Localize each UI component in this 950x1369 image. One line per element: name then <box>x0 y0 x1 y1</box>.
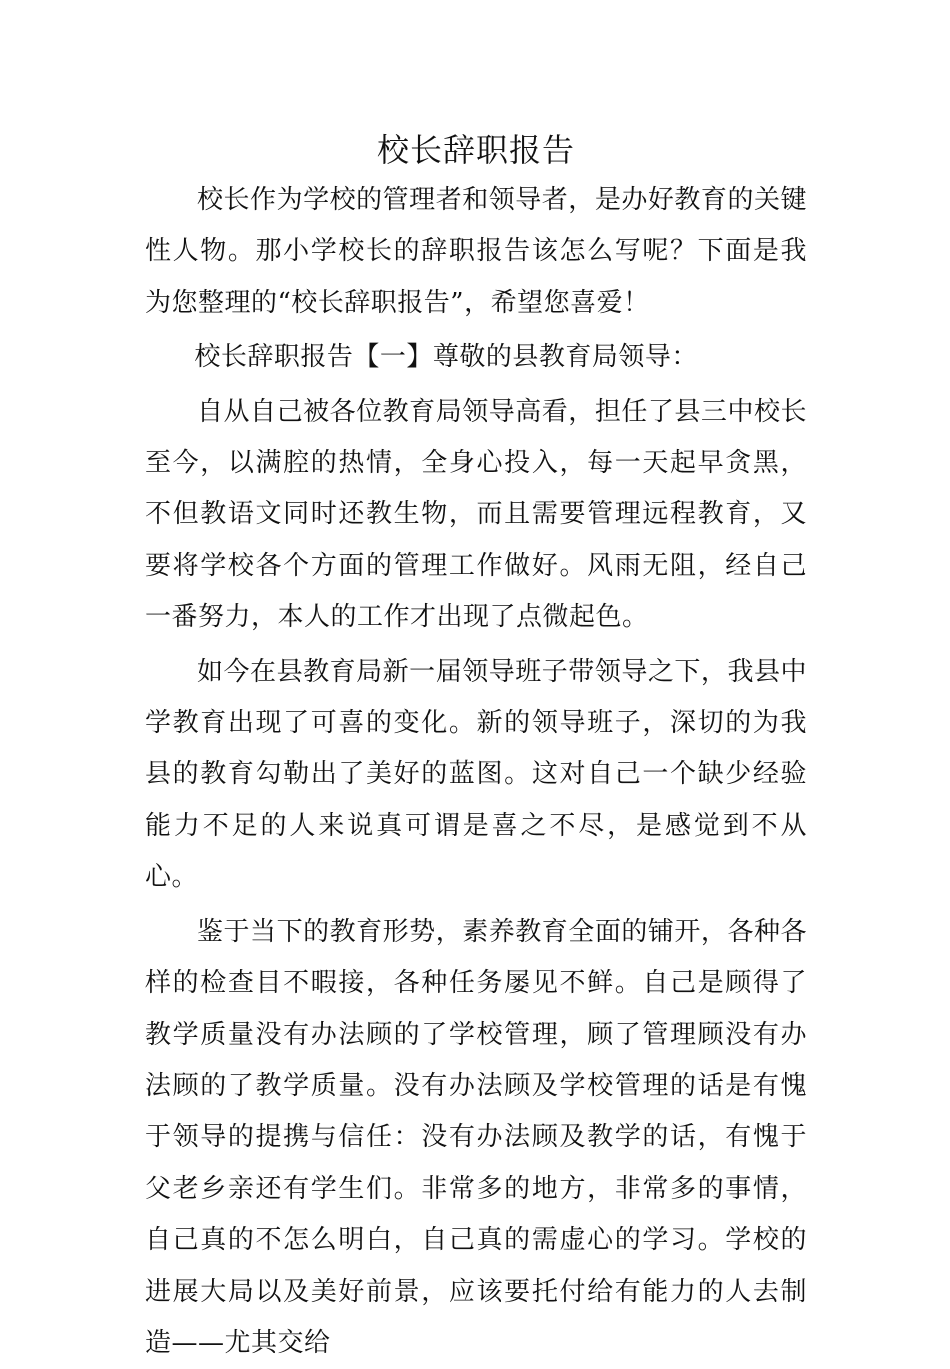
document-title: 校长辞职报告 <box>376 131 575 169</box>
intro-paragraph: 校长作为学校的管理者和领导者，是办好教育的关键性人物。那小学校长的辞职报告该怎么写呢？下面是我为您整理的“校长辞职报告”，希望您喜爱！ <box>145 185 807 318</box>
document-body <box>145 127 807 1369</box>
body-paragraph-1: 自从自己被各位教育局领导高看，担任了县三中校长至今，以满腔的热情，全身心投入，每一天起早贪黑，不但教语文同时还教生物，而且需要管理远程教育，又要将学校各个方面的管理工作做好。风雨无阻，经自己一番努力，本人的工作才出现了点微起色。 <box>145 396 807 633</box>
body-paragraph-3: 鉴于当下的教育形势，素养教育全面的铺开，各种各样的检查目不暇接，各种任务屡见不鲜。自己是顾得了教学质量没有办法顾的了学校管理，顾了管理顾没有办法顾的了教学质量。没有办法顾及学校管理的话是有愧于领导的提携与信任：没有办法顾及教学的话，有愧于父老乡亲还有学生们。非常多的地方，非常多的事情，自己真的不怎么明白，自己真的需虚心的学习。学校的进展大局以及美好前景，应该要托付给有能力的人去制造——尤其交给 <box>145 916 807 1358</box>
body-paragraph-2: 如今在县教育局新一届领导班子带领导之下，我县中学教育出现了可喜的变化。新的领导班子，深切的为我县的教育勾勒出了美好的蓝图。这对自己一个缺少经验能力不足的人来说真可谓是喜之不尽，是感觉到不从心。 <box>145 656 807 893</box>
section-heading-paragraph: 校长辞职报告【一】尊敬的县教育局领导： <box>194 342 698 373</box>
